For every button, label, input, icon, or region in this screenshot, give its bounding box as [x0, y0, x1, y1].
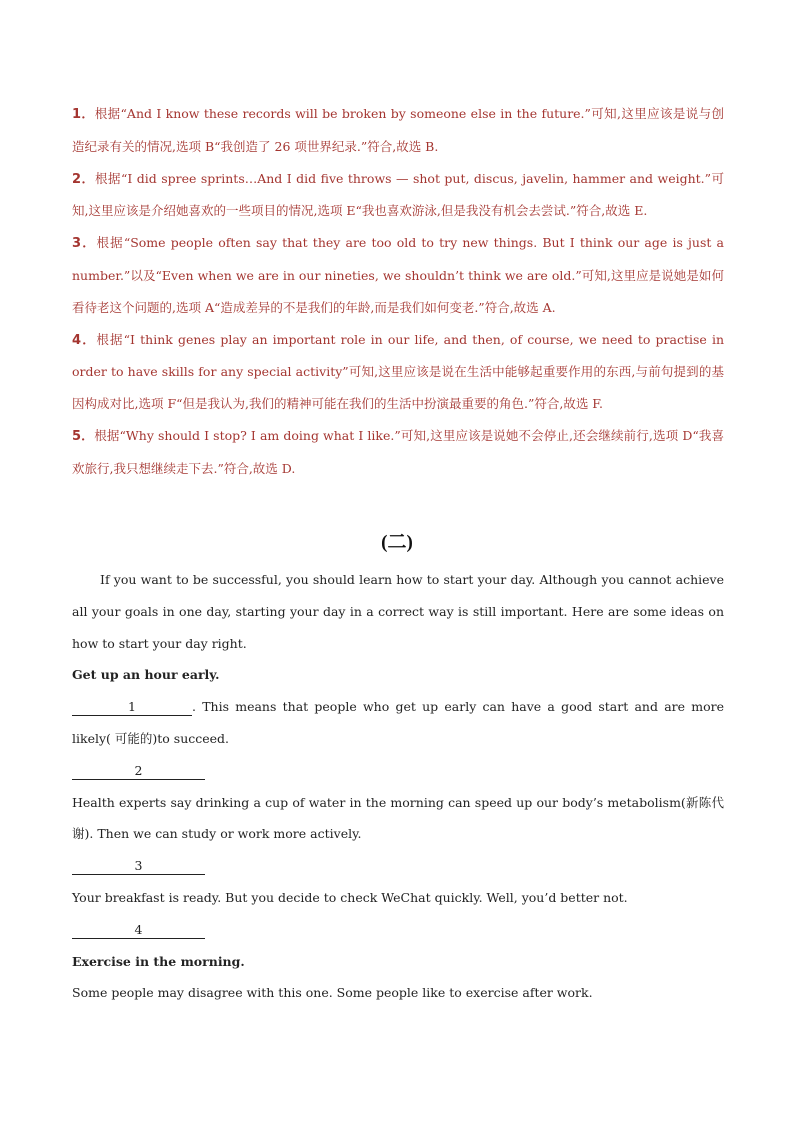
heading-get-up-early: Get up an hour early. [72, 667, 220, 683]
answer-text: 根据“Why should I stop? I am doing what I like.”可知,这里应该是说她不会停止,还会继续前行,选项 D“我喜欢旅行,我只想继续走下去.”符合,故选 D. [72, 427, 724, 476]
heading-exercise: Exercise in the morning. [72, 953, 245, 969]
blank-3[interactable]: 3 [72, 857, 205, 875]
answer-text: 根据“I think genes play an important role in our life, and then, of course, we need to practise in order to have skills for any special activity”可知,这里应该是说在生活中能够起重要作用的东西,与前句提到的基因构成对比,选项 F“但是我认为,我们的精神可能在我们的生活中扮演最重要的角色.”符合,故选 F. [72, 331, 724, 412]
paragraph-blank-1 [72, 691, 724, 755]
blank-1-followup: . This means that people who get up early can have a good start and are more likely( 可能的)to succeed. [72, 699, 724, 746]
blank-1[interactable]: 1 [72, 698, 192, 716]
answer-item-2 [72, 163, 724, 228]
paragraph-breakfast: Your breakfast is ready. But you decide to check WeChat quickly. Well, you’d better not. [72, 889, 628, 905]
paragraph-blank-3 [72, 850, 724, 882]
answer-number: 5． [72, 428, 95, 444]
intro-paragraph: If you want to be successful, you should learn how to start your day. Although you cannot achieve all your goals in one day, starting your day in a correct way is still important. Here are some ideas on how to start your day right. [72, 572, 724, 651]
answer-number: 2． [72, 171, 96, 187]
paragraph-blank-2 [72, 755, 724, 787]
answer-item-5 [72, 420, 724, 485]
answer-text: 根据“And I know these records will be broken by someone else in the future.”可知,这里应该是说与创造纪录有关的情况,选项 B“我创造了 26 项世界纪录.”符合,故选 B. [72, 106, 724, 154]
answer-text: 根据“Some people often say that they are too old to try new things. But I think our age is just a number.”以及“Even when we are in our nineties, we shouldn’t think we are old.”可知,这里应是说她是如何看待老这个问题的,选项 A“造成差异的不是我们的年龄,而是我们如何变老.”符合,故选 A. [72, 235, 725, 315]
blank-4[interactable]: 4 [72, 921, 205, 939]
section-title: (二) [381, 532, 413, 553]
answer-explanations [72, 98, 724, 485]
answer-text: 根据“I did spree sprints…And I did five throws — shot put, discus, javelin, hammer and weight.”可知,这里应该是介绍她喜欢的一些项目的情况,选项 E“我也喜欢游泳,但是我没有机会去尝试.”符合,故选 E. [72, 170, 725, 219]
answer-item-1 [72, 98, 724, 163]
paragraph-exercise: Some people may disagree with this one. Some people like to exercise after work. [72, 985, 593, 1001]
paragraph-water: Health experts say drinking a cup of water in the morning can speed up our body’s metabolism(新陈代谢). Then we can study or work more actively. [72, 794, 724, 842]
answer-number: 1． [72, 107, 95, 122]
answer-number: 4． [72, 332, 97, 348]
answer-number: 3． [72, 236, 97, 252]
answer-item-4 [72, 324, 724, 420]
reading-passage [72, 564, 724, 1009]
answer-item-3 [72, 227, 724, 323]
paragraph-blank-4 [72, 914, 724, 946]
blank-2[interactable]: 2 [72, 762, 205, 780]
